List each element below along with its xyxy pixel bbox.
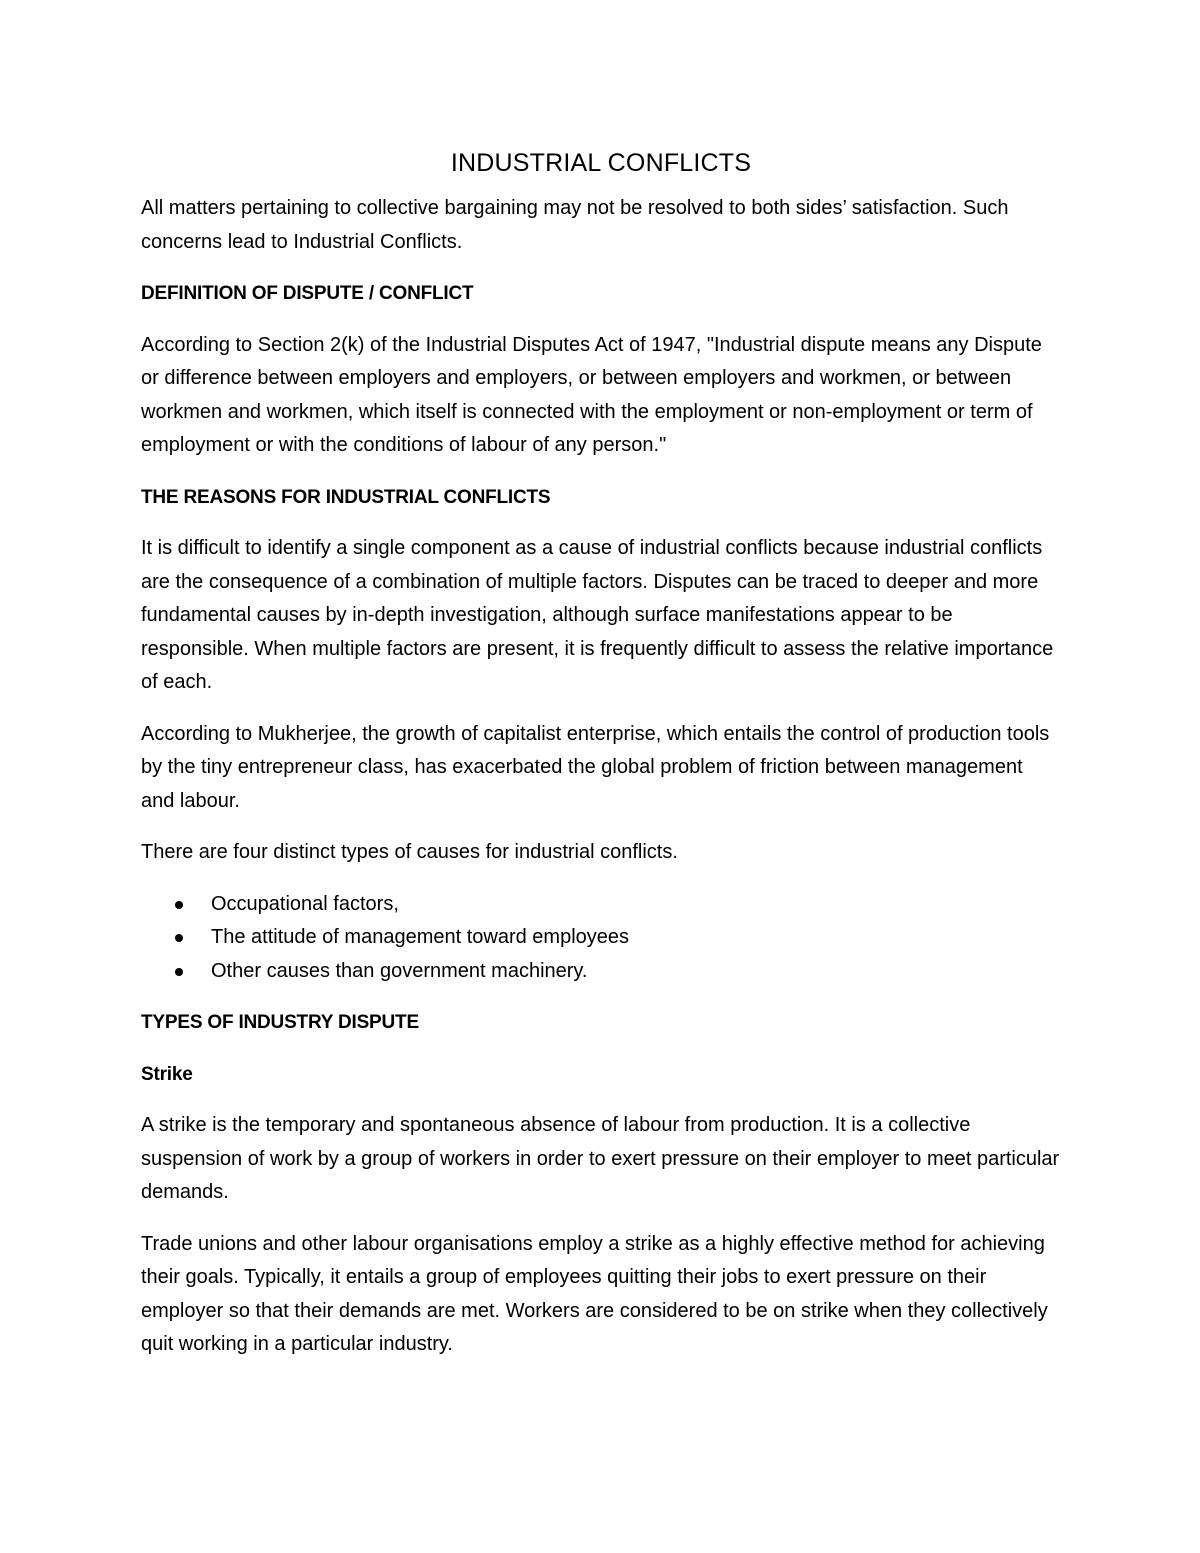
bullet-icon: [175, 968, 183, 976]
reasons-paragraph-1: It is difficult to identify a single component as a cause of industrial conflicts because industrial conflicts are the consequence of a combination of multiple factors. Disputes can be traced to deeper and more fundamental causes by in-depth investigation, although surface manifestations appear to be responsible. When multiple factors are present, it is frequently difficult to assess the relative importance of each.: [141, 537, 1054, 693]
strike-paragraph-1: A strike is the temporary and spontaneous absence of labour from production. It is a collective suspension of work by a group of workers in order to exert pressure on their employer to meet particular demands.: [141, 1114, 1060, 1203]
reasons-paragraph-2: According to Mukherjee, the growth of capitalist enterprise, which entails the control of production tools by the tiny entrepreneur class, has exacerbated the global problem of friction between management and labour.: [141, 722, 1050, 812]
intro-paragraph: All matters pertaining to collective bargaining may not be resolved to both sides’ satisfaction. Such concerns lead to Industrial Conflicts.: [141, 197, 1009, 253]
document-title: INDUSTRIAL CONFLICTS: [450, 149, 752, 177]
list-item: [141, 888, 1061, 922]
list-item: [141, 955, 1061, 989]
bullet-icon: [175, 901, 183, 909]
reasons-paragraph-3: There are four distinct types of causes for industrial conflicts.: [141, 841, 678, 863]
list-item: [141, 921, 1061, 955]
causes-list: [141, 888, 1061, 989]
definition-heading: DEFINITION OF DISPUTE / CONFLICT: [141, 283, 474, 304]
document-page: [141, 146, 1061, 1362]
types-heading: TYPES OF INDUSTRY DISPUTE: [141, 1012, 419, 1033]
list-item-text: The attitude of management toward employees: [211, 926, 630, 948]
definition-paragraph: According to Section 2(k) of the Industrial Disputes Act of 1947, "Industrial dispute means any Dispute or difference between employers and employers, or between employers and workmen, or between workmen and workmen, which itself is connected with the employment or non-employment or term of employment or with the conditions of labour of any person.": [141, 333, 1042, 456]
strike-paragraph-2: Trade unions and other labour organisations employ a strike as a highly effective method for achieving their goals. Typically, it entails a group of employees quitting their jobs to exert pressure on their employer so that their demands are met. Workers are considered to be on strike when they collectively quit working in a particular industry.: [141, 1232, 1048, 1355]
bullet-icon: [175, 934, 183, 942]
strike-heading: Strike: [141, 1063, 193, 1085]
reasons-heading: THE REASONS FOR INDUSTRIAL CONFLICTS: [141, 486, 551, 508]
list-item-text: Other causes than government machinery.: [211, 959, 588, 982]
list-item-text: Occupational factors,: [211, 892, 399, 915]
